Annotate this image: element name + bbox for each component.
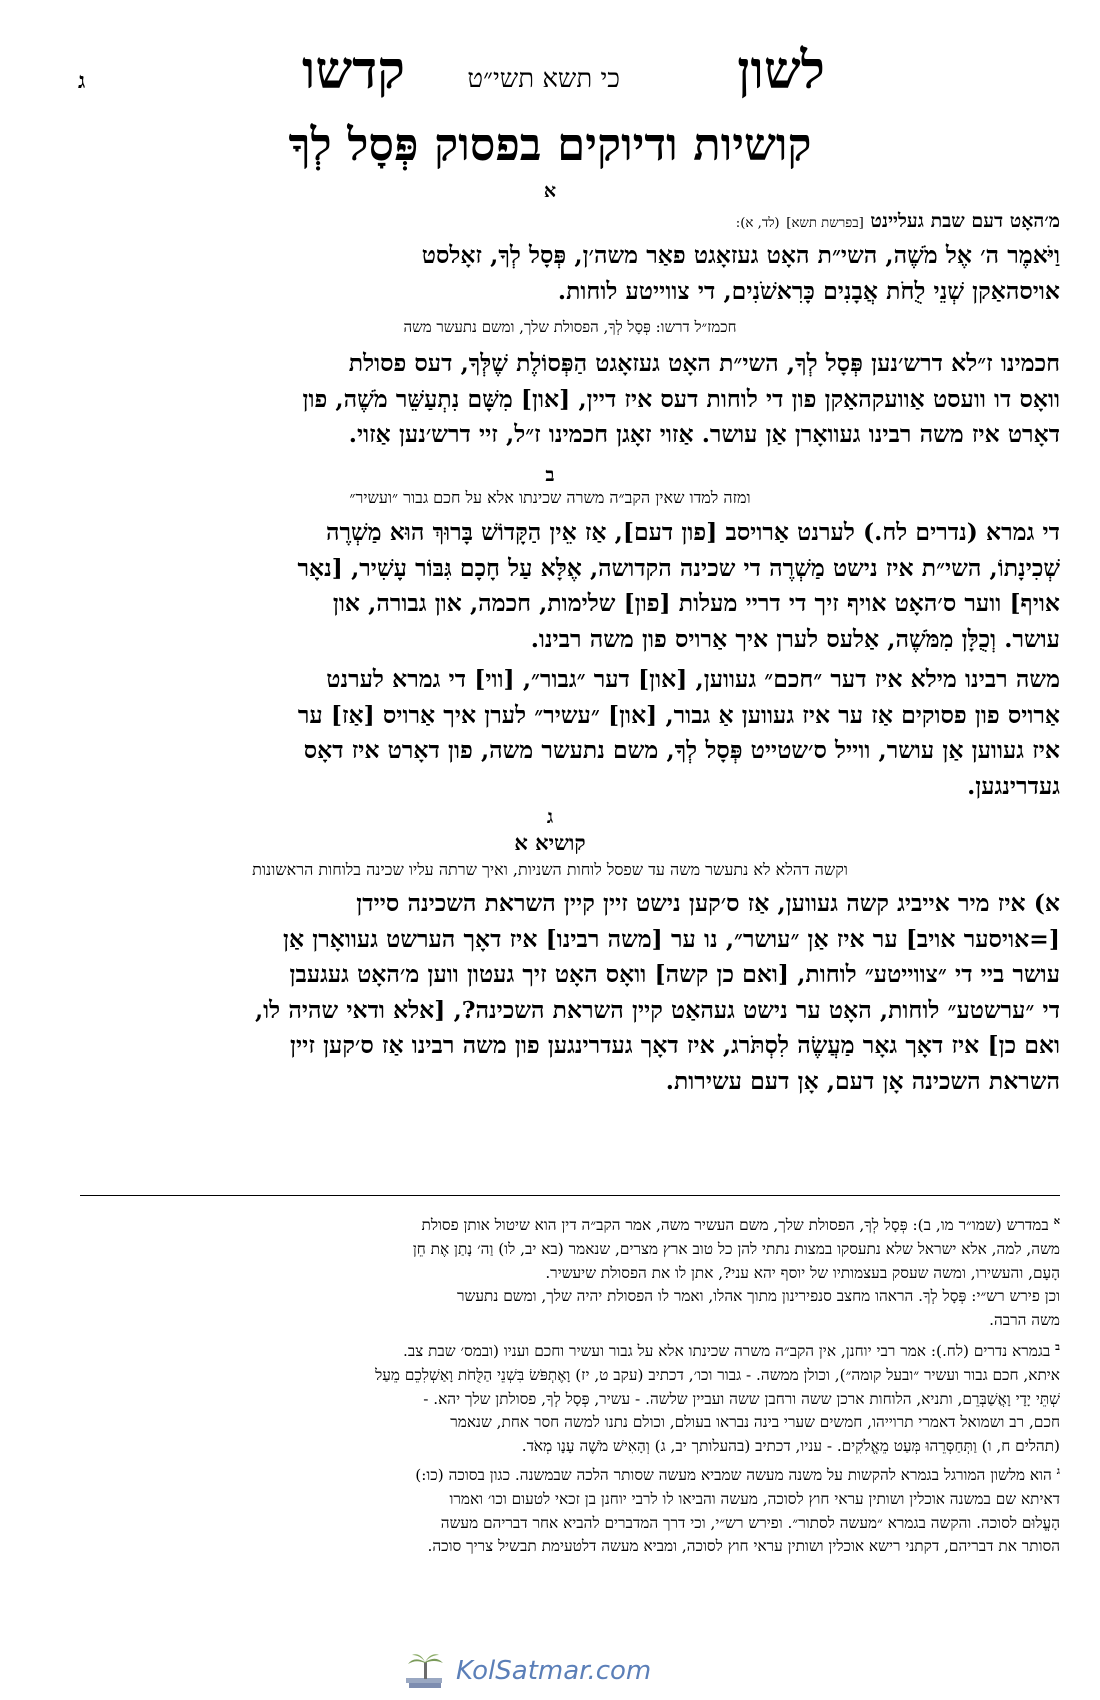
para-line: [=אויסער אויב] ער איז אַן ״עושר״, נו ער [משה רבינו] איז דאָך הערשט געוואָרן אַן (282, 924, 1060, 953)
para-line: עושר ביי די ״צווייטע״ לוחות, [ואם כן קשה] וואָס האָט זיך געטון ווען מ׳האָט געגעבן (289, 960, 1060, 988)
footnote-line: וכן פירש רש״י: פְּסָל לְךָ. הראהו מחצב סנפירינון מתוך אהלו, ואמר לו הפסולת יהיה שלך, ומשם נתעשר (457, 1287, 1060, 1306)
footnote-line: חכם, רב ושמואל דאמרי תרוייהו, חמשים שערי בינה נבראו בעולם, וכולם נתנו למשה חסר אחת, שנאמר (450, 1413, 1060, 1432)
header-left-word: לשון (737, 40, 825, 101)
para-line: די גמרא (נדרים לח.) לערנט אַרויסב [פון דעם], אַז אֵין הַקָּדוֹשׁ בָּרוּךְ הוּא מַשְׁרֶה (325, 518, 1060, 546)
para-line: עושר. וְכֻלָּן מִמֹּשֶׁה, אַלעס לערן איך אַרויס פון משה רבינו. (530, 624, 1060, 653)
para-line: געדרינגען. (967, 771, 1060, 800)
para-line: די ״ערשטע״ לוחות, האָט ער נישט געהאַט קיין השראת השכינה?, [אלא ודאי שהיה לו, (254, 995, 1060, 1024)
footnote-line: $^ג$ הוא מלשון המורגל בגמרא להקשות על משנה מעשה שמביא מעשה שסותר הלכה שבמשנה. כגון בסוכה (כו:) (415, 1466, 1060, 1485)
footnote-line: (תהלים ח, ו) וַתְּחַסְּרֵהוּ מְּעַט מֵאֱלֹקִים. - עניו, דכתיב (בהעלותך יב, ג) וְהָאִישׁ מֹשֶׁה עָנָו מְאֹד. (521, 1436, 1060, 1455)
header-page-letter: ג (78, 68, 86, 94)
header-parsha: כי תשא תשי״ט (467, 64, 620, 94)
header-right-word: קדשו (302, 40, 405, 101)
section-b-caption: ומזה למדו שאין הקב״ה משרה שכינתו אלא על חכם גבור ״ועשיר״ (349, 488, 751, 507)
para-line: וואָס דו וועסט אַוועקהאַקן פון די לוחות דעס איז דיין, [און] מִשָּׁם נִתְעַשֵּׁר מֹשֶׁה, פון (302, 384, 1060, 413)
section-b-letter: ב (545, 464, 555, 486)
footnote-line: $^ב$ בגמרא נדרים (לח.): אמר רבי יוחנן, אין הקב״ה משרה שכינתו אלא על גבור ועשיר וחכם ועניו (ובמס׳ שבת צב. (402, 1342, 1060, 1361)
para-line: אַרויס פון פסוקים אַז ער איז געווען אַ גבור, [און] ״עשיר״ לערן איך אַרויס [אַז] ער (297, 700, 1060, 729)
intro-text: מ׳האָט דעם שבת געליינט (870, 210, 1060, 232)
footnote-line: איתא, חכם גבור ועשיר ״ובעל קומה״), וכולן ממשה. - גבור וכו׳, דכתיב (עקב ט, יז) וָאֶתְפֹּשׂ בִּשְׁנֵי הַלֻּחֹת וָאַשְׁלִכֵם מֵעַל (375, 1365, 1060, 1384)
section-c-caption: וקשה דהלא לא נתעשר משה עד שפסל לוחות השניות, ואיך שרתה עליו שכינה בלוחות הראשונות (252, 860, 848, 879)
footnote-line: משה הרבה. (989, 1310, 1060, 1329)
footnote-line: שְׁתֵּי יָדָי וָאֲשַׁבְּרֵם, ותניא, הלוחות ארכן ששה ורחבן ששה ועביין שלשה. - עשיר, פְּסָל לְךָ, פסולתן שלך יהא. - (423, 1389, 1060, 1408)
para-line: משה רבינו מילא איז דער ״חכם״ געווען, [און] דער ״גבור״, [ווי] די גמרא לערנט (326, 665, 1060, 693)
para-line: איז געווען אַן עושר, ווייל ס׳שטייט פְּסָל לְךָ, משם נתעשר משה, פון דאָרט איז דאָס (303, 736, 1060, 764)
intro-ref: (לד, א): (735, 216, 780, 231)
para-line: שְׁכִינָתוֹ, השי״ת איז נישט מַשְׁרֶה די שכינה הקדושה, אֶלָּא עַל חָכָם גִּבּוֹר עָשִׁיר, [נאָר (297, 553, 1060, 582)
section-b-paragraph-2 (80, 662, 1060, 804)
footnote-c-mark: ג (1056, 1466, 1060, 1477)
footnote-b (80, 1336, 1060, 1459)
section-a-verse (80, 238, 1060, 309)
footnote-separator (80, 1195, 1060, 1196)
intro-bracket: [בפרשת תשא] (786, 216, 864, 231)
page-title: קושיות ודיוקים בפסוק פְּסָל לְךָ (288, 118, 812, 171)
footnote-b-mark: ב (1055, 1342, 1060, 1353)
logo-text: KolSatmar.com (456, 1656, 652, 1686)
footnote-c (80, 1460, 1060, 1559)
footnote-line: $^א$ במדרש (שמו״ר מו, ב): פְּסָל לְךָ, הפסולת שלך, משם העשיר משה, אמר הקב״ה דין הוא שיטול אותן פסולת (421, 1216, 1060, 1235)
footnote-line: דאיתא שם במשנה אוכלין ושותין עראי חוץ לסוכה, מעשה והביאו לו לרבי יוחנן בן זכאי לטעום וכו׳ ואמרו (449, 1489, 1060, 1508)
para-line: חכמינו ז״לא דרש׳נען פְּסָל לְךָ, השי״ת האָט געזאָגט הַפְּסוֹלֶת שֶׁלְּךָ, דעס פסולת (348, 349, 1060, 377)
para-line: אויף] ווער ס׳האָט אויף זיך די דריי מעלות [פון] שלימות, חכמה, און גבורה, און (332, 589, 1060, 617)
palm-tree-books-icon (400, 1652, 450, 1692)
footnote-a (80, 1210, 1060, 1333)
footnote-line: משה, למה, אלא ישראל שלא נתעסקו במצות נתתי להן כל טוב ארץ מצרים, שנאמר (בא יב, לו) וַה׳ נָתַן אֶת חֵן (412, 1239, 1060, 1258)
para-line: דאָרט איז משה רבינו געוואָרן אַן עושר. אַזוי זאָגן חכמינו ז״ל, זיי דרש׳נען אַזוי. (348, 420, 1060, 448)
footnote-line: הָעֱלוּם לסוכה. והקשה בגמרא ״מעשה לסתור״. ופירש רש״י, וכי דרך המדברים להביא אחר דבריהם מעשה (440, 1513, 1060, 1532)
section-c-letter: ג (546, 806, 554, 828)
section-c-paragraph (80, 886, 1060, 1099)
section-a-intro (80, 210, 1060, 233)
footnote-a-mark: א (1053, 1216, 1060, 1227)
kushya-title: קושיא א (514, 830, 586, 855)
verse-line: וַיֹּאמֶר ה׳ אֶל מֹשֶׁה, השי״ת האָט געזאָגט פאַר משה׳ן, פְּסָל לְךָ, זאָלסט (421, 241, 1060, 269)
para-line: א) איז מיר אייביג קשה געווען, אַז ס׳קען נישט זיין קיין השראת השכינה סיידן (356, 889, 1060, 917)
midrash-caption: חכמז״ל דרשו: פְּסָל לְךָ, הפסולת שלך, ומשם נתעשר משה (403, 318, 737, 336)
verse-line: אויסהאַקן שְׁנֵי לֻחֹת אֲבָנִים כָּרִאשֹׁנִים, די צווייטע לוחות. (557, 276, 1060, 305)
section-a-letter: א (543, 180, 557, 202)
footnote-line: הָעָם, והעשירו, ומשה שעסק בעצמותיו של יוסף יהא עני?, אתן לו את הפסולת שיעשיר. (545, 1263, 1060, 1282)
section-b-paragraph-1 (80, 515, 1060, 657)
para-line: השראת השכינה אָן דעם, אָן דעם עשירות. (665, 1066, 1060, 1095)
kolsatmar-logo[interactable] (400, 1652, 700, 1692)
footnote-line: הסותר את דבריהם, דקתני רישא אוכלין ושותין עראי חוץ לסוכה, ומביא מעשה דלטעימת תבשיל צריך סוכה. (427, 1537, 1060, 1556)
section-a-paragraph (80, 346, 1060, 453)
para-line: ואם כן] איז דאָך גאָר מַעֲשֶׂה לִסְתֹּרג, איז דאָך געדרינגען פון משה רבינו אַז ס׳קען זיין (290, 1031, 1060, 1059)
